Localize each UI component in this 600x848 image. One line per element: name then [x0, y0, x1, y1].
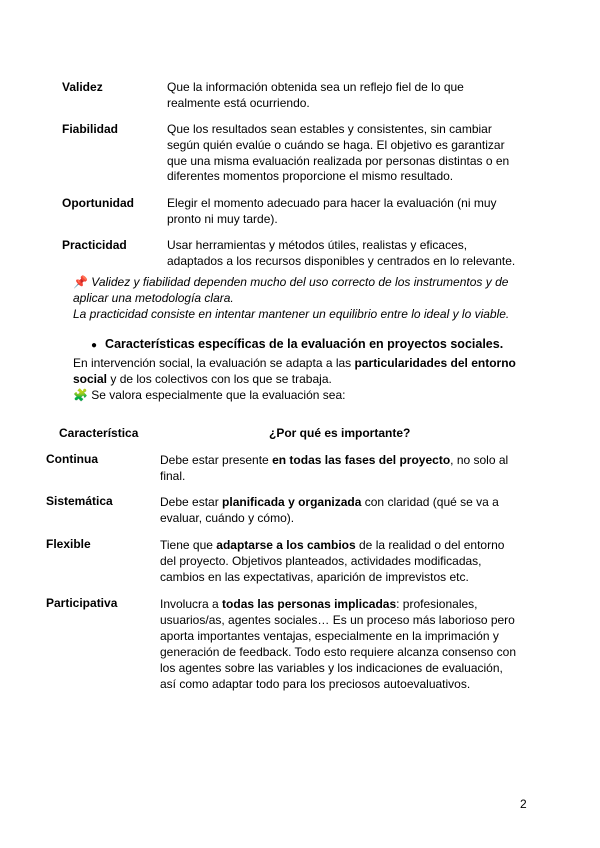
def-text: Debe estar [160, 495, 223, 509]
term-definition [167, 196, 527, 228]
valora-text: Se valora especialmente que la evaluación sea: [87, 388, 346, 402]
definition-line: adaptados a los recursos disponibles y centrados en lo relevante. [167, 253, 516, 268]
term-label: Participativa [46, 596, 118, 610]
table2-header-characteristic: Característica [59, 426, 139, 440]
term-label: Oportunidad [62, 196, 134, 210]
note-block [73, 274, 543, 322]
def-text: Debe estar presente [160, 453, 273, 467]
puzzle-piece-icon: 🧩 [73, 388, 88, 402]
def-text: con claridad (qué se va a [361, 495, 499, 509]
bullet-icon: ● [91, 340, 98, 351]
def-bold: planificada y organizada [222, 495, 362, 509]
page-number: 2 [520, 797, 527, 811]
definition-line: Usar herramientas y métodos útiles, realistas y eficaces, [167, 238, 468, 252]
definition-line: así como adaptar todo para los preciosos autoevaluativos. [160, 677, 471, 691]
definition-line: cambios en las expectativas, aparición de imprevistos etc. [160, 570, 469, 584]
definition-line: usuarios/as, agentes sociales… Es un proceso más laborioso pero [160, 613, 515, 627]
note-text: Validez y fiabilidad dependen mucho del uso correcto de los instrumentos y de [87, 275, 509, 289]
note-line-3: La practicidad consiste en intentar mantener un equilibrio entre lo ideal y lo viable. [73, 307, 510, 321]
def-text: , no solo al [450, 453, 509, 467]
section-heading-text: Características específicas de la evaluación en proyectos sociales. [105, 337, 504, 351]
definition-line: pronto ni muy tarde). [167, 211, 278, 226]
term-label: Continua [46, 452, 98, 466]
term-definition [167, 122, 527, 185]
definition-line: diferentes momentos proporcione el mismo resultado. [167, 169, 454, 184]
definition-line: final. [160, 469, 186, 483]
section-heading [91, 337, 503, 351]
term-definition [160, 494, 530, 526]
definition-line: que una misma evaluación realizada por personas distintas o en [167, 153, 510, 168]
intro-text: En intervención social, la evaluación se adapta a las [73, 356, 355, 370]
term-definition [160, 596, 530, 692]
definition-line: del proyecto. Objetivos planteados, actividades modificadas, [160, 554, 482, 568]
note-line-2: aplicar una metodología clara. [73, 291, 234, 305]
def-bold: en todas las fases del proyecto [272, 453, 451, 467]
definition-line: según quién evalúe o cuándo se haga. El objetivo es garantizar [167, 137, 505, 152]
term-label: Practicidad [62, 238, 127, 252]
definition-line: generación de feedback. Todo esto requiere alcanza consenso con [160, 645, 517, 659]
def-bold: adaptarse a los cambios [216, 538, 356, 552]
intro-text: y de los colectivos con los que se trabaja. [107, 372, 332, 386]
definition-line: Que la información obtenida sea un reflejo fiel de lo que [167, 80, 464, 94]
definition-line: aporta importantes ventajas, especialmente en la imprimación y [160, 629, 499, 643]
term-definition [160, 452, 530, 484]
term-definition [160, 537, 530, 585]
def-text: Tiene que [160, 538, 217, 552]
def-bold: todas las personas implicadas [222, 597, 397, 611]
pushpin-icon: 📌 [73, 275, 88, 289]
definition-line: los agentes sobre las variables y los indicaciones de evaluación, [160, 661, 503, 675]
term-definition [167, 80, 527, 112]
def-text: Involucra a [160, 597, 223, 611]
intro-paragraph [73, 355, 543, 403]
intro-bold: social [73, 372, 108, 386]
term-label: Fiabilidad [62, 122, 119, 136]
term-label: Validez [62, 80, 103, 94]
definition-line: evaluar, cuándo y cómo). [160, 511, 295, 525]
note-line-1 [73, 274, 543, 290]
term-definition [167, 238, 527, 270]
definition-line: Elegir el momento adecuado para hacer la evaluación (ni muy [167, 196, 497, 210]
def-text: : profesionales, [396, 597, 478, 611]
term-label: Sistemática [46, 494, 113, 508]
intro-bold: particularidades del entorno [354, 356, 516, 370]
def-text: de la realidad o del entorno [355, 538, 505, 552]
term-label: Flexible [46, 537, 91, 551]
table2-header-importance: ¿Por qué es importante? [269, 426, 411, 440]
definition-line: Que los resultados sean estables y consistentes, sin cambiar [167, 122, 492, 136]
definition-line: realmente está ocurriendo. [167, 95, 310, 110]
